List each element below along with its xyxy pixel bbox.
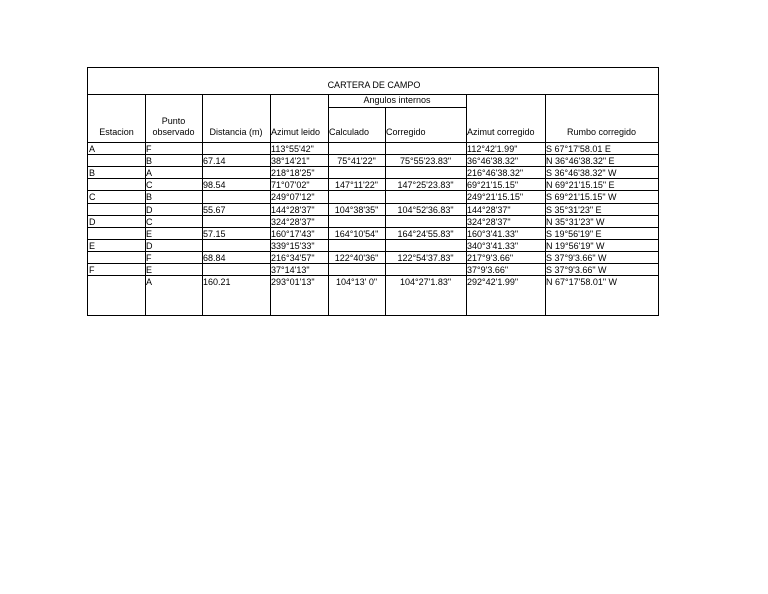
cell-azimut-corregido: 324°28'37"	[467, 216, 511, 227]
cell-azimut-leido: 249°07'12"	[271, 191, 315, 202]
cell-azimut-leido: 71°07'02"	[271, 179, 310, 190]
cell-azimut-corregido: 144°28'37"	[467, 204, 511, 215]
cell-azimut-leido: 38°14'21"	[271, 155, 310, 166]
cell-rumbo-corregido: S 37°9'3.66" W	[546, 252, 607, 263]
cell-rumbo-corregido: S 69°21'15.15" W	[546, 191, 617, 202]
cell-punto: A	[146, 276, 153, 287]
cell-azimut-leido: 113°55'42"	[271, 143, 314, 154]
cell-rumbo-corregido: S 67°17'58.01 E	[546, 143, 611, 154]
cell-rumbo-corregido: N 69°21'15.15" E	[546, 179, 615, 190]
header-calculado: Calculado	[329, 127, 370, 137]
cell-rumbo-corregido: S 35°31'23" E	[546, 204, 602, 215]
cell-azimut-corregido: 160°3'41.33"	[467, 228, 519, 239]
cell-punto: C	[146, 179, 153, 190]
cell-rumbo-corregido: N 36°46'38.32" E	[546, 155, 615, 166]
cell-estacion: C	[89, 191, 96, 202]
cell-rumbo-corregido: S 19°56'19" E	[546, 228, 602, 239]
cell-estacion: F	[89, 264, 95, 275]
cell-estacion: A	[89, 143, 96, 154]
cell-azimut-corregido: 340°3'41.33"	[467, 240, 519, 251]
cell-distancia: 67.14	[203, 155, 226, 166]
grid-line	[88, 94, 658, 95]
table-title: CARTERA DE CAMPO	[327, 80, 421, 90]
cell-distancia: 98.54	[203, 179, 226, 190]
cell-punto: A	[146, 167, 153, 178]
header-distancia: Distancia (m)	[209, 127, 263, 137]
cell-azimut-leido: 324°28'37"	[271, 216, 315, 227]
header-punto-observado: Punto observado	[152, 116, 195, 137]
group-header-angulos: Angulos internos	[363, 95, 431, 105]
cell-azimut-leido: 293°01'13"	[271, 276, 315, 287]
cell-distancia: 57.15	[203, 228, 226, 239]
cell-calculado: 75°41'22"	[337, 155, 376, 166]
cell-punto: B	[146, 191, 153, 202]
cell-punto: D	[146, 204, 153, 215]
field-book-table	[87, 67, 659, 316]
cell-estacion: E	[89, 240, 96, 251]
cell-punto: D	[146, 240, 153, 251]
header-rumbo-corregido: Rumbo corregido	[566, 127, 637, 137]
cell-azimut-corregido: 249°21'15.15"	[467, 191, 524, 202]
header-azimut-corregido: Azimut corregido	[467, 127, 535, 137]
cell-corregido: 164°24'55.83"	[397, 228, 454, 239]
header-estacion: Estacion	[99, 127, 134, 137]
cell-punto: C	[146, 216, 153, 227]
cell-calculado: 147°11'22"	[335, 179, 378, 190]
cell-punto: F	[146, 252, 152, 263]
cell-rumbo-corregido: N 67°17'58.01" W	[546, 276, 618, 287]
cell-punto: E	[146, 264, 153, 275]
cell-estacion: B	[89, 167, 96, 178]
cell-azimut-leido: 216°34'57"	[271, 252, 315, 263]
cell-corregido: 147°25'23.83"	[397, 179, 454, 190]
cell-azimut-corregido: 217°9'3.66"	[467, 252, 514, 263]
cell-azimut-leido: 37°14'13"	[271, 264, 310, 275]
cell-azimut-corregido: 36°46'38.32"	[467, 155, 519, 166]
cell-rumbo-corregido: N 35°31'23" W	[546, 216, 605, 227]
cell-azimut-corregido: 112°42'1.99"	[467, 143, 518, 154]
cell-azimut-corregido: 216°46'38.32"	[467, 167, 524, 178]
cell-distancia: 160.21	[203, 276, 231, 287]
header-azimut-leido: Azimut leido	[271, 127, 321, 137]
cell-corregido: 104°27'1.83"	[399, 276, 452, 287]
cell-corregido: 122°54'37.83"	[397, 252, 454, 263]
cell-punto: B	[146, 155, 153, 166]
cell-azimut-corregido: 292°42'1.99"	[467, 276, 519, 287]
cell-rumbo-corregido: S 37°9'3.66" W	[546, 264, 607, 275]
cell-rumbo-corregido: N 19°56'19" W	[546, 240, 605, 251]
cell-calculado: 122°40'36"	[334, 252, 379, 263]
cell-rumbo-corregido: S 36°46'38.32" W	[546, 167, 617, 178]
cell-calculado: 164°10'54"	[334, 228, 379, 239]
cell-punto: F	[146, 143, 152, 154]
cell-calculado: 104°38'35"	[334, 204, 379, 215]
cell-corregido: 104°52'36.83"	[397, 204, 454, 215]
cell-punto: E	[146, 228, 153, 239]
cell-azimut-leido: 144°28'37"	[271, 204, 315, 215]
grid-line	[328, 107, 466, 108]
header-corregido: Corregido	[386, 127, 426, 137]
cell-corregido: 75°55'23.83"	[399, 155, 452, 166]
cell-distancia: 68.84	[203, 252, 226, 263]
cell-azimut-leido: 218°18'25"	[271, 167, 315, 178]
cell-calculado: 104°13' 0"	[335, 276, 378, 287]
cell-azimut-leido: 339°15'33"	[271, 240, 315, 251]
cell-azimut-corregido: 69°21'15.15"	[467, 179, 519, 190]
cell-azimut-leido: 160°17'43"	[271, 228, 315, 239]
cell-estacion: D	[89, 216, 96, 227]
cell-azimut-corregido: 37°9'3.66"	[467, 264, 509, 275]
cell-distancia: 55.67	[203, 204, 226, 215]
